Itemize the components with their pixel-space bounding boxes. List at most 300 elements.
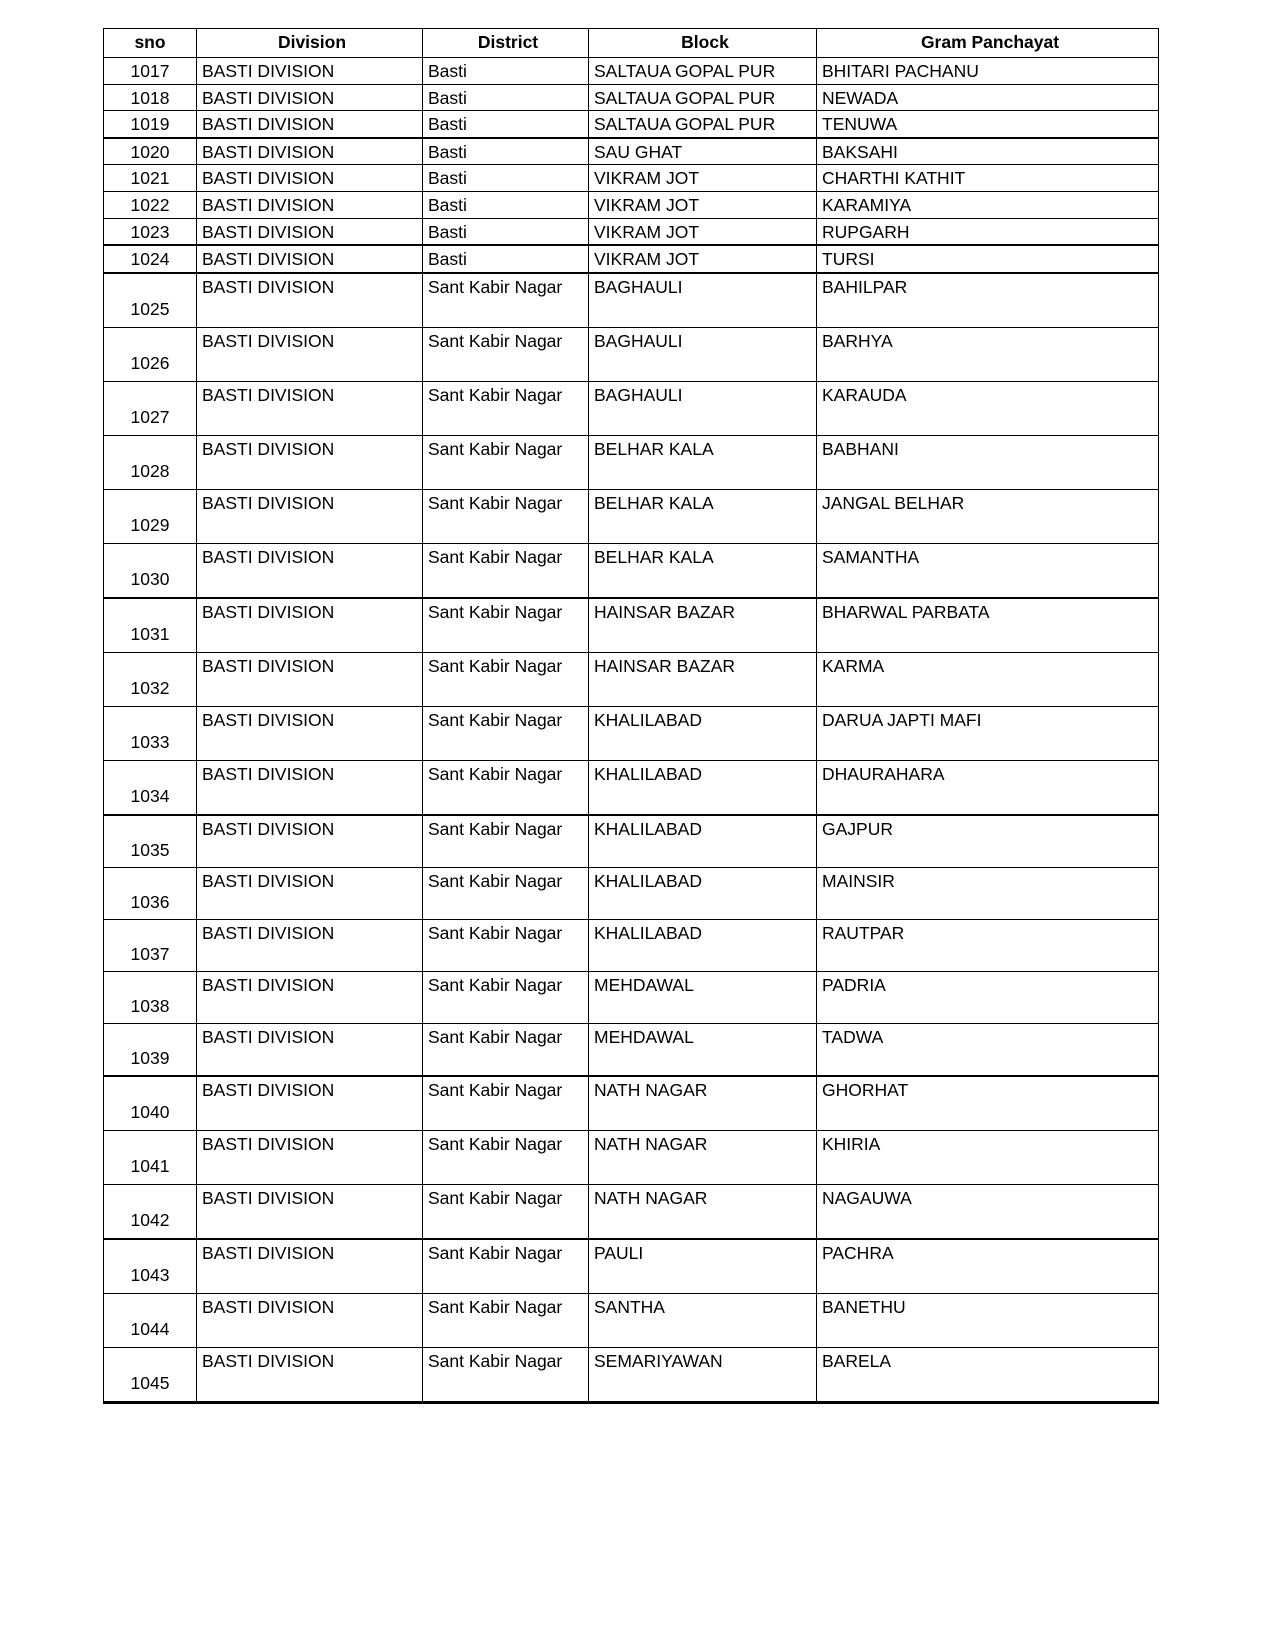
cell-gram-panchayat-text: CHARTHI KATHIT xyxy=(822,168,966,189)
cell-division-text: BASTI DIVISION xyxy=(202,492,335,513)
cell-gram-panchayat-text: BAKSAHI xyxy=(822,141,898,162)
cell-district-text: Sant Kabir Nagar xyxy=(428,870,563,891)
cell-sno xyxy=(104,706,197,760)
cell-district-text: Sant Kabir Nagar xyxy=(428,546,563,567)
cell-gram-panchayat xyxy=(817,1347,1159,1402)
cell-division-text: BASTI DIVISION xyxy=(202,1133,335,1154)
cell-sno xyxy=(104,218,197,245)
cell-gram-panchayat xyxy=(817,273,1159,328)
cell-district xyxy=(423,489,589,543)
cell-division xyxy=(197,1130,423,1184)
cell-district xyxy=(423,191,589,218)
table-row xyxy=(104,327,1159,381)
cell-district xyxy=(423,867,589,919)
cell-division xyxy=(197,1184,423,1239)
cell-gram-panchayat xyxy=(817,706,1159,760)
cell-sno-text: 1037 xyxy=(130,943,170,964)
cell-gram-panchayat-text: PACHRA xyxy=(822,1242,894,1263)
cell-block xyxy=(589,971,817,1023)
cell-district xyxy=(423,84,589,111)
cell-sno xyxy=(104,1076,197,1131)
cell-sno-text: 1039 xyxy=(130,1047,170,1068)
cell-sno xyxy=(104,760,197,815)
cell-division xyxy=(197,971,423,1023)
cell-gram-panchayat xyxy=(817,245,1159,273)
cell-block-text: BAGHAULI xyxy=(594,330,683,351)
cell-sno-text: 1020 xyxy=(130,141,170,162)
table-header xyxy=(104,29,1159,58)
cell-district-text: Sant Kabir Nagar xyxy=(428,1296,563,1317)
cell-gram-panchayat xyxy=(817,598,1159,653)
table-row xyxy=(104,815,1159,868)
cell-sno xyxy=(104,652,197,706)
cell-block-text: KHALILABAD xyxy=(594,922,702,943)
cell-district-text: Sant Kabir Nagar xyxy=(428,1187,563,1208)
cell-division xyxy=(197,867,423,919)
cell-sno-text: 1017 xyxy=(130,61,170,81)
cell-division xyxy=(197,1293,423,1347)
cell-division xyxy=(197,273,423,328)
cell-district xyxy=(423,58,589,85)
cell-sno-text: 1018 xyxy=(130,87,170,108)
cell-district-text: Sant Kabir Nagar xyxy=(428,276,563,297)
column-header-sno: sno xyxy=(104,29,197,58)
cell-block-text: BELHAR KALA xyxy=(594,546,714,567)
table-row xyxy=(104,489,1159,543)
cell-gram-panchayat xyxy=(817,435,1159,489)
cell-gram-panchayat xyxy=(817,1076,1159,1131)
cell-block xyxy=(589,706,817,760)
cell-sno xyxy=(104,815,197,868)
table-row xyxy=(104,706,1159,760)
cell-gram-panchayat-text: KARAUDA xyxy=(822,384,907,405)
cell-sno-text: 1024 xyxy=(130,249,170,270)
cell-district xyxy=(423,138,589,165)
cell-block xyxy=(589,867,817,919)
cell-division-text: BASTI DIVISION xyxy=(202,1350,335,1371)
cell-gram-panchayat xyxy=(817,815,1159,868)
cell-sno xyxy=(104,1239,197,1294)
cell-district xyxy=(423,435,589,489)
cell-division-text: BASTI DIVISION xyxy=(202,922,335,943)
cell-block xyxy=(589,435,817,489)
header-row xyxy=(104,29,1159,58)
cell-block xyxy=(589,1239,817,1294)
cell-district xyxy=(423,652,589,706)
cell-block-text: SALTAUA GOPAL PUR xyxy=(594,114,776,135)
column-header-district: District xyxy=(423,29,589,58)
cell-division-text: BASTI DIVISION xyxy=(202,974,335,995)
cell-block xyxy=(589,1076,817,1131)
cell-gram-panchayat-text: KARMA xyxy=(822,655,885,676)
cell-gram-panchayat-text: KARAMIYA xyxy=(822,194,912,215)
gram-panchayat-table xyxy=(103,28,1159,1404)
cell-gram-panchayat xyxy=(817,138,1159,165)
cell-gram-panchayat xyxy=(817,489,1159,543)
cell-block-text: NATH NAGAR xyxy=(594,1187,708,1208)
cell-sno xyxy=(104,111,197,138)
cell-sno-text: 1045 xyxy=(130,1372,170,1393)
cell-sno-text: 1028 xyxy=(130,460,170,481)
cell-division xyxy=(197,1023,423,1076)
cell-district-text: Sant Kabir Nagar xyxy=(428,384,563,405)
cell-block-text: SAU GHAT xyxy=(594,141,683,162)
cell-division xyxy=(197,760,423,815)
cell-gram-panchayat-text: GHORHAT xyxy=(822,1079,909,1100)
cell-sno xyxy=(104,138,197,165)
cell-gram-panchayat-text: BAHILPAR xyxy=(822,276,908,297)
cell-block xyxy=(589,218,817,245)
cell-gram-panchayat-text: TURSI xyxy=(822,249,875,270)
cell-district-text: Sant Kabir Nagar xyxy=(428,492,563,513)
cell-sno xyxy=(104,191,197,218)
cell-gram-panchayat-text: PADRIA xyxy=(822,974,886,995)
cell-division-text: BASTI DIVISION xyxy=(202,709,335,730)
cell-district-text: Sant Kabir Nagar xyxy=(428,655,563,676)
cell-division-text: BASTI DIVISION xyxy=(202,221,335,242)
table-row xyxy=(104,1023,1159,1076)
cell-gram-panchayat-text: KHIRIA xyxy=(822,1133,881,1154)
cell-district-text: Sant Kabir Nagar xyxy=(428,763,563,784)
cell-block-text: SEMARIYAWAN xyxy=(594,1350,723,1371)
table-row xyxy=(104,1184,1159,1239)
cell-division xyxy=(197,815,423,868)
table-body xyxy=(104,58,1159,1403)
cell-division xyxy=(197,652,423,706)
cell-sno-text: 1040 xyxy=(130,1101,170,1122)
cell-gram-panchayat-text: BARHYA xyxy=(822,330,893,351)
cell-gram-panchayat xyxy=(817,867,1159,919)
cell-block-text: KHALILABAD xyxy=(594,709,702,730)
cell-sno-text: 1032 xyxy=(130,677,170,698)
cell-sno-text: 1042 xyxy=(130,1209,170,1230)
cell-gram-panchayat-text: RUPGARH xyxy=(822,221,910,242)
cell-block-text: KHALILABAD xyxy=(594,870,702,891)
cell-block-text: SALTAUA GOPAL PUR xyxy=(594,61,776,81)
cell-block xyxy=(589,1130,817,1184)
cell-district xyxy=(423,1076,589,1131)
column-header-block: Block xyxy=(589,29,817,58)
table-row xyxy=(104,919,1159,971)
cell-block xyxy=(589,652,817,706)
cell-division-text: BASTI DIVISION xyxy=(202,438,335,459)
cell-block xyxy=(589,138,817,165)
cell-district xyxy=(423,598,589,653)
cell-block-text: BELHAR KALA xyxy=(594,492,714,513)
cell-sno-text: 1027 xyxy=(130,406,170,427)
cell-block xyxy=(589,815,817,868)
cell-sno xyxy=(104,1130,197,1184)
cell-division-text: BASTI DIVISION xyxy=(202,655,335,676)
cell-block xyxy=(589,489,817,543)
cell-sno-text: 1038 xyxy=(130,995,170,1016)
table-row xyxy=(104,1293,1159,1347)
cell-division-text: BASTI DIVISION xyxy=(202,601,335,622)
cell-block-text: KHALILABAD xyxy=(594,818,702,839)
cell-block-text: MEHDAWAL xyxy=(594,1026,694,1047)
cell-district xyxy=(423,706,589,760)
cell-block xyxy=(589,327,817,381)
cell-sno xyxy=(104,919,197,971)
cell-sno xyxy=(104,1347,197,1402)
cell-block-text: HAINSAR BAZAR xyxy=(594,655,735,676)
table-row xyxy=(104,138,1159,165)
cell-gram-panchayat xyxy=(817,381,1159,435)
cell-sno xyxy=(104,327,197,381)
cell-gram-panchayat-text: NAGAUWA xyxy=(822,1187,912,1208)
cell-district-text: Sant Kabir Nagar xyxy=(428,1026,563,1047)
cell-district xyxy=(423,815,589,868)
table-row xyxy=(104,1239,1159,1294)
cell-block xyxy=(589,191,817,218)
cell-gram-panchayat xyxy=(817,971,1159,1023)
cell-division xyxy=(197,84,423,111)
cell-division xyxy=(197,435,423,489)
cell-gram-panchayat-text: MAINSIR xyxy=(822,870,895,891)
cell-division-text: BASTI DIVISION xyxy=(202,870,335,891)
column-header-division: Division xyxy=(197,29,423,58)
cell-gram-panchayat-text: GAJPUR xyxy=(822,818,893,839)
cell-division-text: BASTI DIVISION xyxy=(202,763,335,784)
cell-division xyxy=(197,138,423,165)
cell-gram-panchayat-text: BARELA xyxy=(822,1350,892,1371)
table-row xyxy=(104,543,1159,598)
cell-gram-panchayat xyxy=(817,218,1159,245)
cell-gram-panchayat xyxy=(817,58,1159,85)
cell-sno-text: 1033 xyxy=(130,731,170,752)
cell-gram-panchayat-text: DHAURAHARA xyxy=(822,763,945,784)
cell-sno-text: 1041 xyxy=(130,1155,170,1176)
cell-division-text: BASTI DIVISION xyxy=(202,330,335,351)
cell-division xyxy=(197,111,423,138)
cell-district xyxy=(423,1239,589,1294)
cell-sno-text: 1036 xyxy=(130,891,170,912)
table-row xyxy=(104,381,1159,435)
cell-division-text: BASTI DIVISION xyxy=(202,1079,335,1100)
cell-sno-text: 1043 xyxy=(130,1264,170,1285)
cell-gram-panchayat xyxy=(817,1023,1159,1076)
cell-block-text: KHALILABAD xyxy=(594,763,702,784)
cell-district-text: Basti xyxy=(428,141,467,162)
cell-gram-panchayat-text: TENUWA xyxy=(822,114,898,135)
table-row xyxy=(104,598,1159,653)
cell-gram-panchayat-text: JANGAL BELHAR xyxy=(822,492,965,513)
cell-district-text: Basti xyxy=(428,168,467,189)
cell-district xyxy=(423,381,589,435)
cell-district xyxy=(423,1184,589,1239)
cell-division-text: BASTI DIVISION xyxy=(202,114,335,135)
cell-sno-text: 1044 xyxy=(130,1318,170,1339)
cell-district-text: Basti xyxy=(428,221,467,242)
cell-district-text: Sant Kabir Nagar xyxy=(428,1242,563,1263)
cell-district-text: Sant Kabir Nagar xyxy=(428,818,563,839)
cell-gram-panchayat xyxy=(817,919,1159,971)
cell-sno xyxy=(104,435,197,489)
cell-gram-panchayat xyxy=(817,165,1159,192)
cell-block-text: HAINSAR BAZAR xyxy=(594,601,735,622)
cell-division xyxy=(197,381,423,435)
cell-gram-panchayat-text: SAMANTHA xyxy=(822,546,920,567)
cell-gram-panchayat xyxy=(817,1293,1159,1347)
cell-district xyxy=(423,1347,589,1402)
cell-division-text: BASTI DIVISION xyxy=(202,249,335,270)
cell-sno-text: 1031 xyxy=(130,623,170,644)
table-row xyxy=(104,652,1159,706)
cell-district xyxy=(423,245,589,273)
cell-district xyxy=(423,327,589,381)
column-header-gram-panchayat: Gram Panchayat xyxy=(817,29,1159,58)
cell-district-text: Sant Kabir Nagar xyxy=(428,1079,563,1100)
cell-division xyxy=(197,245,423,273)
cell-district-text: Basti xyxy=(428,194,467,215)
cell-district xyxy=(423,760,589,815)
cell-district-text: Basti xyxy=(428,114,467,135)
cell-district-text: Basti xyxy=(428,61,467,81)
cell-gram-panchayat xyxy=(817,111,1159,138)
cell-block xyxy=(589,1293,817,1347)
cell-block xyxy=(589,84,817,111)
cell-sno xyxy=(104,543,197,598)
cell-district-text: Sant Kabir Nagar xyxy=(428,1350,563,1371)
cell-district-text: Sant Kabir Nagar xyxy=(428,601,563,622)
cell-district-text: Sant Kabir Nagar xyxy=(428,1133,563,1154)
cell-gram-panchayat-text: RAUTPAR xyxy=(822,922,905,943)
cell-district-text: Sant Kabir Nagar xyxy=(428,438,563,459)
cell-district-text: Sant Kabir Nagar xyxy=(428,330,563,351)
cell-division xyxy=(197,165,423,192)
cell-division-text: BASTI DIVISION xyxy=(202,276,335,297)
cell-sno-text: 1035 xyxy=(130,839,170,860)
cell-sno-text: 1029 xyxy=(130,514,170,535)
cell-block xyxy=(589,58,817,85)
cell-gram-panchayat xyxy=(817,652,1159,706)
cell-division xyxy=(197,706,423,760)
cell-district xyxy=(423,218,589,245)
cell-sno xyxy=(104,273,197,328)
cell-block-text: MEHDAWAL xyxy=(594,974,694,995)
cell-block xyxy=(589,1023,817,1076)
cell-division-text: BASTI DIVISION xyxy=(202,168,335,189)
cell-division xyxy=(197,1347,423,1402)
cell-division-text: BASTI DIVISION xyxy=(202,1296,335,1317)
table-row xyxy=(104,165,1159,192)
table-row xyxy=(104,273,1159,328)
cell-district-text: Sant Kabir Nagar xyxy=(428,709,563,730)
cell-district-text: Basti xyxy=(428,249,467,270)
cell-block-text: PAULI xyxy=(594,1242,644,1263)
cell-division xyxy=(197,489,423,543)
table-row xyxy=(104,218,1159,245)
cell-sno xyxy=(104,1293,197,1347)
cell-sno xyxy=(104,1184,197,1239)
cell-block-text: BELHAR KALA xyxy=(594,438,714,459)
cell-block-text: BAGHAULI xyxy=(594,384,683,405)
cell-district xyxy=(423,273,589,328)
cell-sno-text: 1019 xyxy=(130,114,170,135)
table-row xyxy=(104,867,1159,919)
cell-sno-text: 1023 xyxy=(130,221,170,242)
cell-division xyxy=(197,218,423,245)
cell-district xyxy=(423,1023,589,1076)
cell-sno xyxy=(104,489,197,543)
cell-sno xyxy=(104,165,197,192)
table-container xyxy=(103,28,1158,1404)
cell-division-text: BASTI DIVISION xyxy=(202,141,335,162)
cell-gram-panchayat xyxy=(817,1239,1159,1294)
cell-block xyxy=(589,760,817,815)
cell-block xyxy=(589,543,817,598)
cell-block xyxy=(589,245,817,273)
cell-gram-panchayat-text: DARUA JAPTI MAFI xyxy=(822,709,982,730)
cell-gram-panchayat xyxy=(817,1130,1159,1184)
cell-block xyxy=(589,381,817,435)
cell-sno xyxy=(104,1023,197,1076)
cell-gram-panchayat xyxy=(817,327,1159,381)
cell-district xyxy=(423,1130,589,1184)
cell-block xyxy=(589,1347,817,1402)
table-row xyxy=(104,245,1159,273)
cell-block-text: SALTAUA GOPAL PUR xyxy=(594,87,776,108)
cell-gram-panchayat-text: TADWA xyxy=(822,1026,884,1047)
cell-gram-panchayat xyxy=(817,760,1159,815)
cell-block xyxy=(589,273,817,328)
table-row xyxy=(104,1347,1159,1402)
cell-division-text: BASTI DIVISION xyxy=(202,194,335,215)
cell-block xyxy=(589,165,817,192)
cell-sno xyxy=(104,971,197,1023)
table-row xyxy=(104,58,1159,85)
cell-division-text: BASTI DIVISION xyxy=(202,546,335,567)
cell-district-text: Sant Kabir Nagar xyxy=(428,974,563,995)
cell-block-text: VIKRAM JOT xyxy=(594,194,700,215)
cell-division xyxy=(197,191,423,218)
cell-block-text: VIKRAM JOT xyxy=(594,249,700,270)
cell-sno xyxy=(104,867,197,919)
cell-sno xyxy=(104,245,197,273)
cell-gram-panchayat-text: NEWADA xyxy=(822,87,899,108)
cell-gram-panchayat-text: BHARWAL PARBATA xyxy=(822,601,990,622)
cell-block-text: NATH NAGAR xyxy=(594,1133,708,1154)
table-row xyxy=(104,191,1159,218)
cell-sno xyxy=(104,58,197,85)
cell-sno-text: 1030 xyxy=(130,568,170,589)
cell-gram-panchayat xyxy=(817,84,1159,111)
cell-division xyxy=(197,543,423,598)
cell-sno xyxy=(104,598,197,653)
cell-block xyxy=(589,919,817,971)
cell-division-text: BASTI DIVISION xyxy=(202,1187,335,1208)
cell-district xyxy=(423,165,589,192)
cell-block-text: NATH NAGAR xyxy=(594,1079,708,1100)
cell-division xyxy=(197,327,423,381)
cell-division xyxy=(197,1239,423,1294)
cell-block-text: SANTHA xyxy=(594,1296,665,1317)
cell-sno-text: 1026 xyxy=(130,352,170,373)
cell-gram-panchayat-text: BHITARI PACHANU xyxy=(822,61,979,81)
cell-division-text: BASTI DIVISION xyxy=(202,384,335,405)
cell-sno-text: 1034 xyxy=(130,785,170,806)
table-row xyxy=(104,1130,1159,1184)
cell-division xyxy=(197,598,423,653)
cell-district-text: Sant Kabir Nagar xyxy=(428,922,563,943)
cell-district xyxy=(423,1293,589,1347)
cell-district-text: Basti xyxy=(428,87,467,108)
table-row xyxy=(104,760,1159,815)
table-row xyxy=(104,971,1159,1023)
cell-division-text: BASTI DIVISION xyxy=(202,1026,335,1047)
table-row xyxy=(104,1076,1159,1131)
cell-sno-text: 1022 xyxy=(130,194,170,215)
